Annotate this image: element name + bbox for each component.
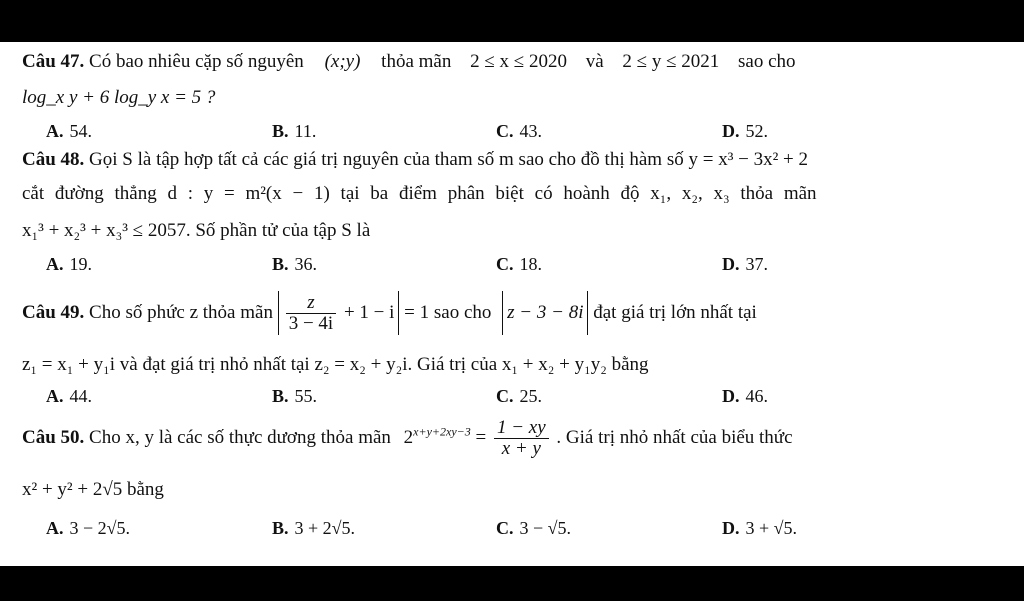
q49-text-b: + 1 − i bbox=[343, 302, 395, 323]
q47-option-b: B. 11. bbox=[272, 121, 317, 141]
q47-option-a: A. 54. bbox=[46, 121, 92, 141]
q47-text-b: thỏa mãn bbox=[381, 51, 452, 72]
q47-equation: log_x y + 6 log_y x = 5 ? bbox=[22, 87, 216, 108]
q47-cond1: 2 ≤ x ≤ 2020 bbox=[470, 51, 567, 72]
question-50-line-1: Câu 50. Cho x, y là các số thực dương thỏa mãn $2^{x+y+2xy-3}$ = $\frac{1 - xy}{x + y}$ . Giá trị nhỏ nhất của biểu thức bbox=[22, 417, 793, 460]
q49-modulus-expression bbox=[278, 291, 400, 335]
question-47-label: Câu 47. bbox=[22, 51, 85, 72]
question-47-line-1 bbox=[22, 51, 796, 73]
q49-text-a: Cho số phức z thỏa mãn bbox=[89, 302, 273, 323]
q49-option-a: A. 44. bbox=[46, 386, 92, 406]
question-48-line-1 bbox=[22, 149, 808, 171]
q49-modulus: z − 3 − 8i bbox=[502, 291, 588, 335]
question-49-line-1 bbox=[22, 291, 757, 335]
q49-line2: z₁ = x₁ + y₁i và đạt giá trị nhỏ nhất tại z₂ = x₂ + y₂i. Giá trị của x₁ + x₂ + y₁y₂ bằng bbox=[22, 354, 649, 375]
q49-option-b: B. 55. bbox=[272, 386, 318, 406]
q49-text-d: đạt giá trị lớn nhất tại bbox=[593, 302, 757, 323]
q50-option-c: C. 3 − √5. bbox=[496, 518, 572, 538]
q48-line2: cắt đường thẳng d : y = m²(x − 1) tại ba điểm phân biệt có hoành độ x₁, x₂, x₃ thỏa mãn bbox=[22, 183, 817, 204]
q48-line3: x₁³ + x₂³ + x₃³ ≤ 2057. Số phần tử của tập S là bbox=[22, 220, 371, 241]
exam-page bbox=[0, 42, 1024, 566]
q47-cond2: 2 ≤ y ≤ 2021 bbox=[622, 51, 720, 72]
q49-option-c: C. 25. bbox=[496, 386, 542, 406]
q48-option-a: A. 19. bbox=[46, 254, 92, 274]
q50-fraction: $\frac{1 - xy}{x + y}$ bbox=[494, 418, 549, 459]
question-48-label: Câu 48. bbox=[22, 149, 85, 170]
q50-option-b: B. 3 + 2√5. bbox=[272, 518, 356, 538]
q48-option-d: D. 37. bbox=[722, 254, 768, 274]
q47-and: và bbox=[585, 51, 604, 72]
q50-text-b: . Giá trị nhỏ nhất của biểu thức bbox=[556, 427, 793, 448]
question-49-label: Câu 49. bbox=[22, 302, 85, 323]
q47-pair: (x;y) bbox=[324, 51, 361, 72]
q49-fraction: $\frac{z}{3 - 4i}$ bbox=[286, 293, 337, 334]
q50-text-a: Cho x, y là các số thực dương thỏa mãn bbox=[89, 427, 391, 448]
q50-option-d: D. 3 + √5. bbox=[722, 518, 798, 538]
q50-option-a: A. 3 − 2√5. bbox=[46, 518, 131, 538]
q49-text-c: = 1 sao cho bbox=[404, 302, 492, 323]
q50-power: $2^{x+y+2xy-3}$ bbox=[403, 424, 471, 448]
q47-option-c: C. 43. bbox=[496, 121, 542, 141]
q49-option-d: D. 46. bbox=[722, 386, 768, 406]
q48-line1: Gọi S là tập hợp tất cả các giá trị nguyên của tham số m sao cho đồ thị hàm số y = x³ − 3x² + 2 bbox=[89, 149, 809, 170]
q48-option-c: C. 18. bbox=[496, 254, 542, 274]
question-50-label: Câu 50. bbox=[22, 427, 85, 448]
q47-text-c: sao cho bbox=[738, 51, 796, 72]
q48-option-b: B. 36. bbox=[272, 254, 318, 274]
q50-line2: x² + y² + 2√5 bằng bbox=[22, 479, 164, 500]
q47-text-a: Có bao nhiêu cặp số nguyên bbox=[89, 51, 304, 72]
q47-option-d: D. 52. bbox=[722, 121, 768, 141]
